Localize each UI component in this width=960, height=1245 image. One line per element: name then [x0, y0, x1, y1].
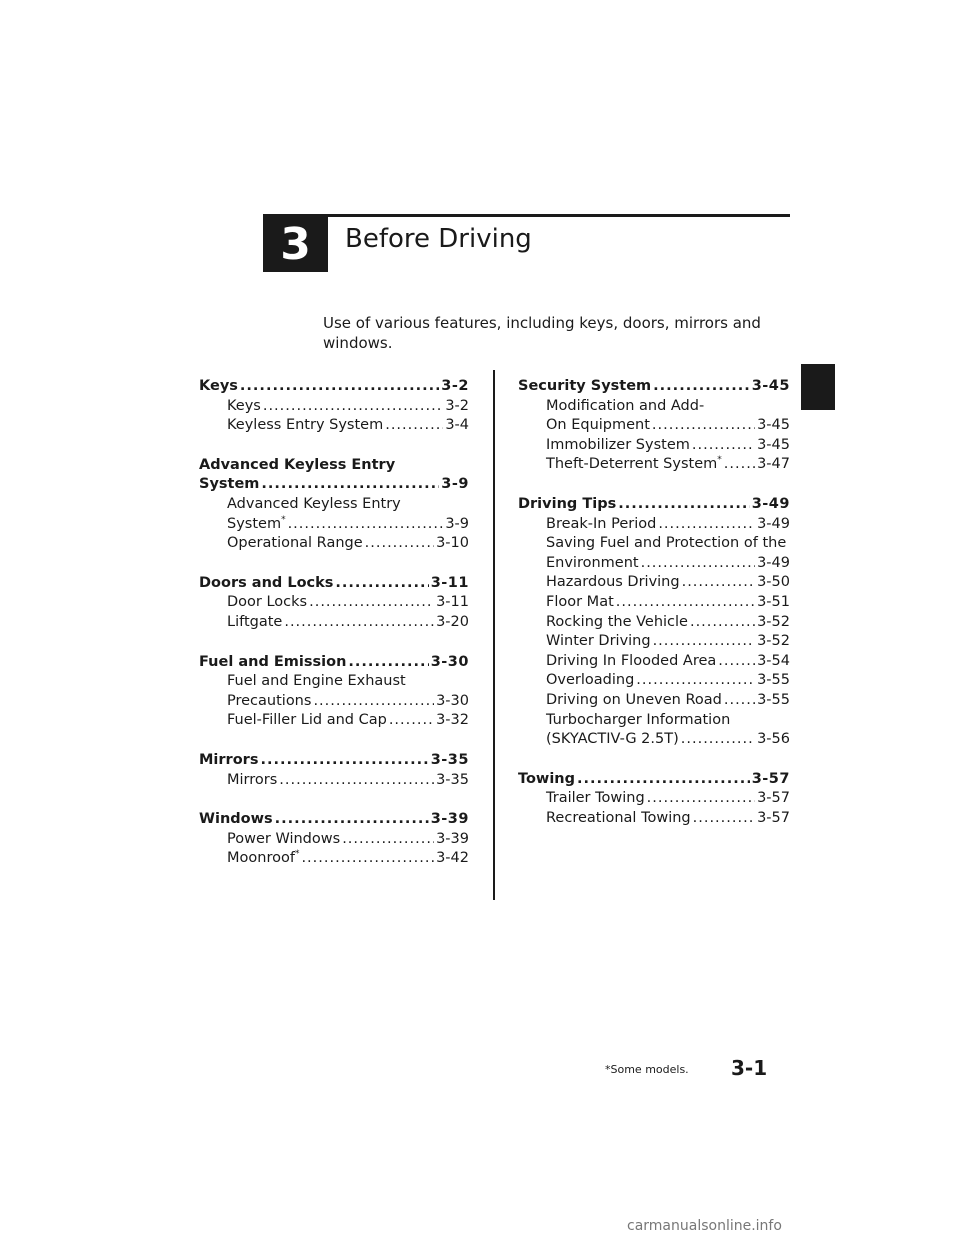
toc-section-towing [518, 770, 790, 829]
toc-section-driving-tips [518, 495, 790, 750]
toc-entry[interactable]: Winter Driving ..... 3-52 [518, 632, 790, 652]
toc-section-keys [199, 377, 469, 436]
toc-entry[interactable]: Keyless Entry System ..... 3-4 [199, 416, 469, 436]
toc-entry[interactable]: Break-In Period ..... 3-49 [518, 515, 790, 535]
toc-entry[interactable]: Liftgate ..... 3-20 [199, 613, 469, 633]
some-models-marker: * [717, 455, 722, 466]
toc-entry[interactable]: Precautions ..... 3-30 [199, 692, 469, 712]
toc-section-windows [199, 810, 469, 869]
toc-entry-line[interactable]: Modification and Add- [546, 397, 705, 414]
toc-entry[interactable]: Floor Mat ..... 3-51 [518, 593, 790, 613]
toc-entry[interactable]: Overloading ..... 3-55 [518, 671, 790, 691]
chapter-number-box [263, 216, 328, 272]
watermark: carmanualsonline.info [627, 1218, 782, 1234]
toc-section-doors [199, 574, 469, 633]
toc-section-advanced-keyless [199, 456, 469, 554]
toc-entry[interactable]: On Equipment ..... 3-45 [518, 416, 790, 436]
toc-heading-line[interactable]: Advanced Keyless Entry [199, 456, 396, 473]
toc-entry[interactable]: Driving on Uneven Road ..... 3-55 [518, 691, 790, 711]
some-models-marker: * [294, 849, 300, 860]
toc-entry[interactable]: Power Windows ..... 3-39 [199, 830, 469, 850]
toc-heading[interactable]: Driving Tips ..... 3-49 [518, 495, 790, 515]
toc-section-mirrors [199, 751, 469, 790]
toc-entry[interactable]: Recreational Towing ..... 3-57 [518, 809, 790, 829]
some-models-marker: * [281, 514, 286, 525]
toc-entry[interactable]: Driving In Flooded Area ..... 3-54 [518, 652, 790, 672]
toc-entry[interactable]: (SKYACTIV-G 2.5T) ..... 3-56 [518, 730, 790, 750]
toc-heading[interactable]: Fuel and Emission ..... 3-30 [199, 653, 469, 673]
toc-entry[interactable]: Trailer Towing ..... 3-57 [518, 789, 790, 809]
toc-heading[interactable]: Security System ..... 3-45 [518, 377, 790, 397]
toc-section-security [518, 377, 790, 475]
toc-heading[interactable]: Keys ..... 3-2 [199, 377, 469, 397]
column-divider [493, 370, 495, 900]
toc-heading[interactable]: Windows ..... 3-39 [199, 810, 469, 830]
toc-left-column [199, 377, 469, 889]
toc-entry[interactable]: Fuel-Filler Lid and Cap ..... 3-32 [199, 711, 469, 731]
toc-entry[interactable]: Operational Range ..... 3-10 [199, 534, 469, 554]
chapter-number: 3 [280, 218, 311, 270]
chapter-intro: Use of various features, including keys, doors, mirrors and windows. [323, 314, 761, 352]
toc-entry[interactable]: Environment ..... 3-49 [518, 554, 790, 574]
toc-heading[interactable]: System ..... 3-9 [199, 475, 469, 495]
chapter-thumb-tab [801, 364, 835, 410]
chapter-rule [263, 214, 790, 217]
footnote: *Some models. [605, 1063, 689, 1076]
toc-entry[interactable]: Hazardous Driving ..... 3-50 [518, 573, 790, 593]
page-number: 3-1 [731, 1056, 768, 1080]
toc-entry[interactable]: Door Locks ..... 3-11 [199, 593, 469, 613]
toc-entry-line[interactable]: Saving Fuel and Protection of the [546, 535, 787, 552]
toc-entry-line[interactable]: Turbocharger Information [546, 711, 731, 728]
toc-entry[interactable]: Keys ..... 3-2 [199, 397, 469, 417]
toc-entry[interactable]: Mirrors ..... 3-35 [199, 771, 469, 791]
toc-heading[interactable]: Doors and Locks ..... 3-11 [199, 574, 469, 594]
toc-entry[interactable]: Rocking the Vehicle ..... 3-52 [518, 613, 790, 633]
toc-entry[interactable]: Moonroof* ..... 3-42 [199, 849, 469, 869]
toc-entry[interactable]: Immobilizer System ..... 3-45 [518, 436, 790, 456]
chapter-title: Before Driving [345, 224, 532, 254]
toc-entry-line[interactable]: Advanced Keyless Entry [227, 495, 401, 512]
toc-heading[interactable]: Towing ..... 3-57 [518, 770, 790, 790]
toc-entry-line[interactable]: Fuel and Engine Exhaust [227, 673, 406, 690]
toc-heading[interactable]: Mirrors ..... 3-35 [199, 751, 469, 771]
toc-section-fuel [199, 653, 469, 731]
toc-entry[interactable]: Theft-Deterrent System* ..... 3-47 [518, 455, 790, 475]
toc-right-column [518, 377, 790, 848]
toc-entry[interactable]: System* ..... 3-9 [199, 515, 469, 535]
